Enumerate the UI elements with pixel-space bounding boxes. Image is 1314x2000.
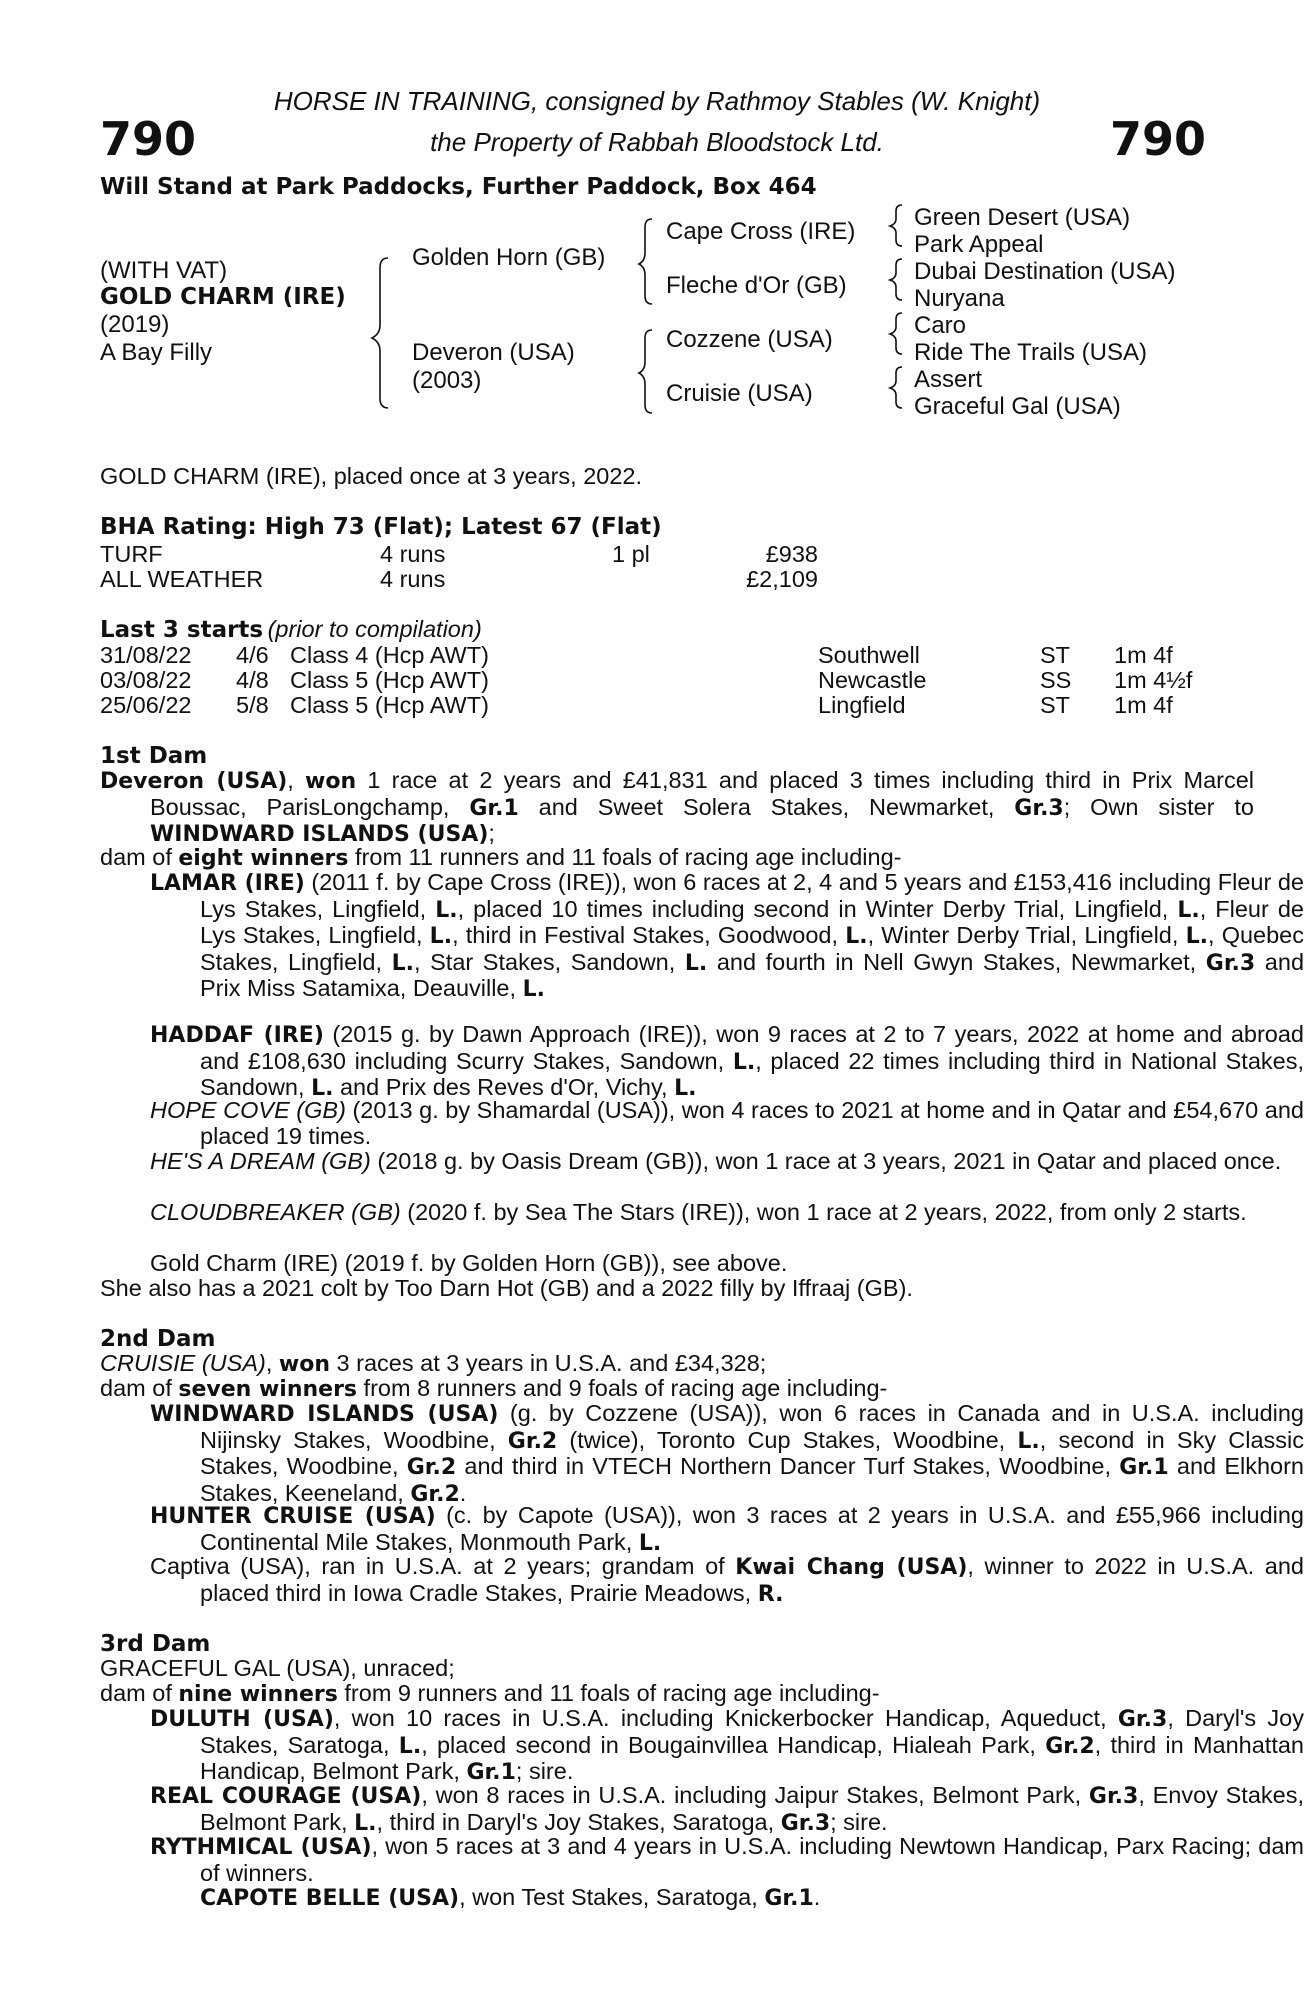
start-going: ST: [1040, 642, 1071, 668]
bha-rating-title: BHA Rating: High 73 (Flat); Latest 67 (Flat): [100, 514, 662, 540]
rating-aw-runs: 4 runs: [380, 566, 446, 592]
produce-lamar: LAMAR (IRE) (2011 f. by Cape Cross (IRE)), won 6 races at 2, 4 and 5 years and £153,416 including Fleur de Lys Stakes, Lingfield, L., placed 10 times including second in Winter Derby Trial, Lingfield, L., Fleur de Lys Stakes, Lingfield, L., third in Festival Stakes, Goodwood, L., Winter Derby Trial, Lingfield, L., Quebec Stakes, Lingfield, L., Star Stakes, Sandown, L. and fourth in Nell Gwyn Stakes, Newmarket, Gr.3 and Prix Miss Satamixa, Deauville, L.: [150, 869, 1305, 1002]
produce-windward-islands: WINDWARD ISLANDS (USA) (g. by Cozzene (USA)), won 6 races in Canada and in U.S.A. including Nijinsky Stakes, Woodbine, Gr.2 (twice), Toronto Cup Stakes, Woodbine, L., second in Sky Classic Stakes, Woodbine, Gr.2 and third in VTECH Northern Dancer Turf Stakes, Woodbine, Gr.1 and Elkhorn Stakes, Keeneland, Gr.2.: [150, 1400, 1305, 1507]
rating-aw-prize: £2,109: [746, 566, 818, 592]
start-date: 25/06/22: [100, 692, 192, 718]
start-distance: 1m 4½f: [1114, 667, 1193, 693]
lot-number-right: 790: [1109, 112, 1206, 166]
second-dam-produce-intro: dam of seven winners from 8 runners and 9 foals of racing age including-: [100, 1375, 888, 1402]
sire-dam: Fleche d'Or (GB): [666, 272, 847, 299]
vat-label: (WITH VAT): [100, 257, 228, 284]
start-going: SS: [1040, 667, 1072, 693]
ped-dsd: Ride The Trails (USA): [914, 339, 1147, 366]
horse-year: (2019): [100, 311, 170, 338]
sire-sire: Cape Cross (IRE): [666, 218, 856, 245]
produce-captiva: Captiva (USA), ran in U.S.A. at 2 years; grandam of Kwai Chang (USA), winner to 2022 in U.S.A. and placed third in Iowa Cradle Stakes, Prairie Meadows, R.: [150, 1553, 1304, 1607]
ped-sdd: Nuryana: [914, 285, 1005, 312]
produce-hope-cove: HOPE COVE (GB) (2013 g. by Shamardal (USA)), won 4 races to 2021 at home and in Qatar and £54,670 and placed 19 times.: [150, 1097, 1304, 1149]
produce-duluth: DULUTH (USA), won 10 races in U.S.A. including Knickerbocker Handicap, Aqueduct, Gr.3, Daryl's Joy Stakes, Saratoga, L., placed second in Bougainvillea Handicap, Hialeah Park, Gr.2, third in Manhattan Handicap, Belmont Park, Gr.1; sire.: [150, 1705, 1304, 1785]
start-course: Newcastle: [818, 667, 927, 693]
produce-rythmical: RYTHMICAL (USA), won 5 races at 3 and 4 years in U.S.A. including Newtown Handicap, Parx Racing; dam of winners.: [150, 1833, 1305, 1886]
third-dam-record: GRACEFUL GAL (USA), unraced;: [100, 1655, 455, 1681]
third-dam-title: 3rd Dam: [100, 1631, 211, 1657]
dam: Deveron (USA): [412, 339, 575, 366]
second-dam-record: CRUISIE (USA), won 3 races at 3 years in U.S.A. and £34,328;: [100, 1350, 767, 1377]
dam-dam: Cruisie (USA): [666, 380, 813, 407]
first-dam-record: Deveron (USA), won 1 race at 2 years and £41,831 and placed 3 times including third in Prix Marcel Boussac, ParisLongchamp, Gr.1 and Sweet Solera Stakes, Newmarket, Gr.3; Own sister to WINDWARD ISLANDS (USA);: [100, 767, 1255, 847]
consignor-line: HORSE IN TRAINING, consigned by Rathmoy Stables (W. Knight): [273, 86, 1041, 116]
produce-gold-charm: Gold Charm (IRE) (2019 f. by Golden Horn (GB)), see above.: [150, 1250, 788, 1276]
dam-year: (2003): [412, 367, 482, 394]
stand-location: Will Stand at Park Paddocks, Further Paddock, Box 464: [100, 174, 817, 200]
last-starts-note: (prior to compilation): [267, 616, 482, 642]
second-dam-title: 2nd Dam: [100, 1326, 216, 1352]
produce-hes-a-dream: HE'S A DREAM (GB) (2018 g. by Oasis Dream (GB)), won 1 race at 3 years, 2021 in Qatar and placed once.: [150, 1148, 1282, 1174]
horse-description: A Bay Filly: [100, 339, 213, 366]
start-pos: 5/8: [236, 692, 269, 718]
rating-turf-prize: £938: [765, 541, 818, 567]
start-class: Class 5 (Hcp AWT): [290, 692, 489, 718]
third-dam-produce-intro: dam of nine winners from 9 runners and 11 foals of racing age including-: [100, 1680, 880, 1707]
produce-hunter-cruise: HUNTER CRUISE (USA) (c. by Capote (USA)), won 3 races at 2 years in U.S.A. and £55,966 including Continental Mile Stakes, Monmouth Park, L.: [150, 1502, 1304, 1556]
ped-dss: Caro: [914, 312, 967, 339]
ped-sds: Dubai Destination (USA): [914, 258, 1176, 285]
start-pos: 4/6: [236, 642, 269, 668]
horse-name: GOLD CHARM (IRE): [100, 284, 346, 310]
start-course: Lingfield: [818, 692, 906, 718]
start-class: Class 5 (Hcp AWT): [290, 667, 489, 693]
race-summary: GOLD CHARM (IRE), placed once at 3 years, 2022.: [100, 463, 643, 489]
last-starts-title: Last 3 starts: [100, 617, 264, 643]
lot-number-left: 790: [100, 112, 197, 166]
first-dam-also: She also has a 2021 colt by Too Darn Hot (GB) and a 2022 filly by Iffraaj (GB).: [100, 1275, 913, 1301]
property-line: the Property of Rabbah Bloodstock Ltd.: [430, 127, 884, 157]
produce-capote-belle: CAPOTE BELLE (USA), won Test Stakes, Saratoga, Gr.1.: [200, 1884, 821, 1911]
last-starts-heading: [100, 616, 482, 643]
dam-sire: Cozzene (USA): [666, 326, 833, 353]
first-dam-title: 1st Dam: [100, 743, 208, 769]
start-date: 03/08/22: [100, 667, 192, 693]
produce-haddaf: HADDAF (IRE) (2015 g. by Dawn Approach (IRE)), won 9 races at 2 to 7 years, 2022 at home and abroad and £108,630 including Scurry Stakes, Sandown, L., placed 22 times including third in National Stakes, Sandown, L. and Prix des Reves d'Or, Vichy, L.: [150, 1021, 1304, 1101]
rating-turf-surface: TURF: [100, 541, 163, 567]
start-course: Southwell: [818, 642, 920, 668]
rating-turf-runs: 4 runs: [380, 541, 446, 567]
first-dam-produce-intro: dam of eight winners from 11 runners and 11 foals of racing age including-: [100, 844, 902, 871]
rating-turf-placed: 1 pl: [612, 541, 650, 567]
start-class: Class 4 (Hcp AWT): [290, 642, 489, 668]
produce-cloudbreaker: CLOUDBREAKER (GB) (2020 f. by Sea The Stars (IRE)), won 1 race at 2 years, 2022, from only 2 starts.: [150, 1199, 1247, 1225]
produce-real-courage: REAL COURAGE (USA), won 8 races in U.S.A. including Jaipur Stakes, Belmont Park, Gr.3, Envoy Stakes, Belmont Park, L., third in Daryl's Joy Stakes, Saratoga, Gr.3; sire.: [150, 1782, 1304, 1836]
rating-aw-surface: ALL WEATHER: [100, 566, 264, 592]
ped-ddd: Graceful Gal (USA): [914, 393, 1121, 420]
start-distance: 1m 4f: [1114, 692, 1173, 718]
start-distance: 1m 4f: [1114, 642, 1173, 668]
start-date: 31/08/22: [100, 642, 192, 668]
start-pos: 4/8: [236, 667, 269, 693]
start-going: ST: [1040, 692, 1071, 718]
sire: Golden Horn (GB): [412, 244, 606, 271]
ped-sss: Green Desert (USA): [914, 204, 1131, 231]
ped-ssd: Park Appeal: [914, 231, 1044, 258]
ped-dds: Assert: [914, 366, 983, 393]
